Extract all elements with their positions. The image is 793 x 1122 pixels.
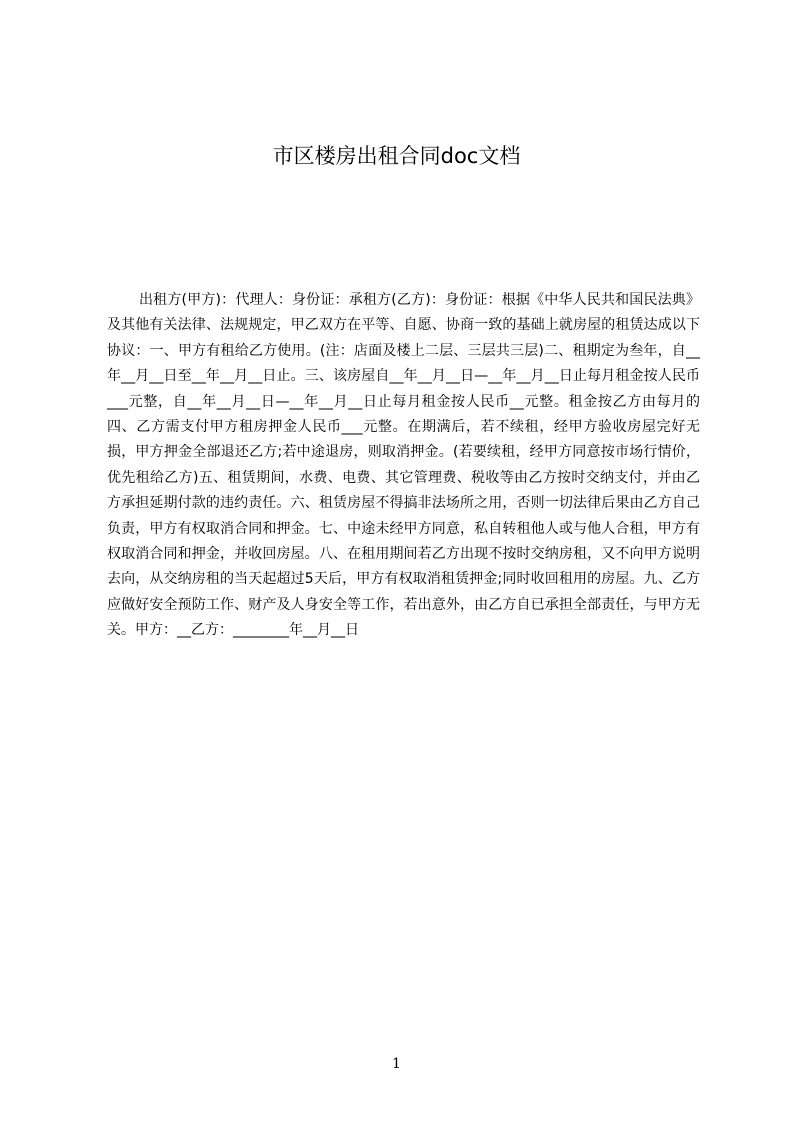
page-title: 市区楼房出租合同doc文档	[272, 144, 521, 168]
contract-body-paragraph: 出租方(甲方)：代理人：身份证：承租方(乙方)：身份证：根据《中华人民共和国民法典》及其他有关法律、法规规定，甲乙双方在平等、自愿、协商一致的基础上就房屋的租赁达成以下协议：一、甲方有租给乙方使用。(注：店面及楼上二层、三层共三层)二、租期定为叁年，自__年__月__日至__年__月__日止。三、该房屋自__年__月__日—__年__月__日止每月租金按人民币___元整，自__年__月__日—__年__月__日止每月租金按人民币__元整。租金按乙方由每月的四、乙方需支付甲方租房押金人民币___元整。在期满后，若不续租，经甲方验收房屋完好无损，甲方押金全部退还乙方;若中途退房，则取消押金。(若要续租，经甲方同意按市场行情价，优先租给乙方)五、租赁期间，水费、电费、其它管理费、税收等由乙方按时交纳支付，并由乙方承担延期付款的违约责任。六、租赁房屋不得搞非法场所之用，否则一切法律后果由乙方自己负责，甲方有权取消合同和押金。七、中途未经甲方同意，私自转租他人或与他人合租，甲方有权取消合同和押金，并收回房屋。八、在租用期间若乙方出现不按时交纳房租，又不向甲方说明去向，从交纳房租的当天起超过5天后，甲方有权取消租赁押金;同时收回租用的房屋。九、乙方应做好安全预防工作、财产及人身安全等工作，若出意外，由乙方自已承担全部责任，与甲方无关。甲方：__乙方：________年__月__日	[107, 292, 700, 639]
page-number: 1	[392, 1056, 401, 1072]
